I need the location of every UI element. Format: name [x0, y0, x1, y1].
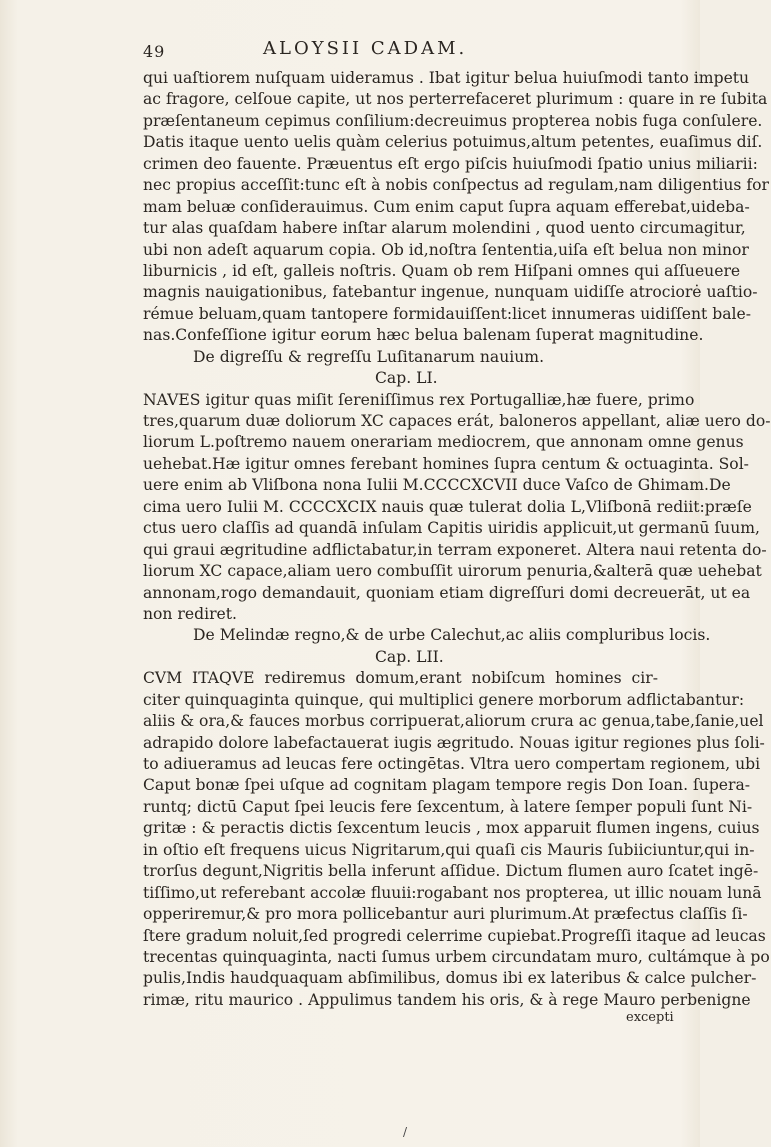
- text-line: citer quinquaginta quinque, qui multiplici genere morborum adflictabantur:: [143, 690, 745, 709]
- page-number: 49: [143, 42, 166, 61]
- text-line: aliis & ora,& fauces morbus corripuerat,aliorum crura ac genua,tabe,ſanie,uel: [143, 712, 764, 731]
- text-line: ſtere gradum noluit,ſed progredi celerrime cupiebat.Progreſſi itaque ad leucas: [143, 926, 766, 945]
- text-line: to adiueramus ad leucas fere octingētas. Vltra uero compertam regionem, ubi: [143, 755, 761, 773]
- text-line: liburnicis , id eſt, galleis noſtris. Quam ob rem Hiſpani omnes qui aſſueuere: [143, 261, 741, 280]
- text-line: rimæ, ritu maurico . Appulimus tandem his oris, & à rege Mauro perbenigne: [143, 990, 751, 1009]
- text-line: opperiremur,& pro mora pollicebantur auri plurimum.At præfectus claſſis ſi-: [143, 905, 748, 924]
- text-line: tur alas quaſdam habere inſtar alarum molendini , quod uento circumagitur,: [143, 219, 746, 238]
- catchword: excepti: [626, 1010, 674, 1025]
- text-line: magnis nauigationibus, fatebantur ingenue, nunquam uidiſſe atrociorė uaſtio-: [143, 283, 758, 302]
- chapter-number: Cap. LI.: [375, 369, 438, 388]
- text-line: non rediret.: [143, 604, 237, 623]
- text-block: [143, 68, 771, 1011]
- text-line: cima uero Iulii M. CCCCXCIX nauis quæ tulerat dolia L,Vliſbonā rediit:præſe: [143, 497, 752, 516]
- text-line: ac fragore, celſoue capite, ut nos perterrefaceret plurimum : quare in re ſubita: [143, 90, 768, 109]
- text-line: CVM ITAQVE rediremus domum,erant nobiſcum homines cir-: [143, 669, 658, 688]
- text-line: Caput bonæ ſpei uſque ad cognitam plagam tempore regis Don Ioan. ſupera-: [143, 776, 751, 795]
- text-line: in oſtio eſt frequens uicus Nigritarum,qui quaſi cis Mauris ſubiiciuntur,qui in-: [143, 840, 755, 859]
- text-line: NAVES igitur quas miſit ſereniſſimus rex Portugalliæ,hæ fuere, primo: [143, 390, 695, 409]
- bottom-mark: /: [403, 1125, 408, 1139]
- chapter-title: De Melindæ regno,& de urbe Calechut,ac aliis compluribus locis.: [193, 626, 711, 645]
- running-head: ALOYSII CADAM.: [263, 38, 468, 59]
- chapter-number: Cap. LII.: [375, 647, 444, 666]
- text-line: rémue beluam,quam tantopere formidauiſſent:licet innumeras uidiſſent bale-: [143, 304, 751, 323]
- text-line: trorſus degunt,Nigritis bella inferunt aſſidue. Dictum flumen auro ſcatet ingē-: [143, 862, 759, 881]
- text-line: nas.Confeſſione igitur eorum hæc belua balenam ſuperat magnitudine.: [143, 326, 704, 345]
- text-line: pulis,Indis haudquaquam abſimilibus, domus ibi ex lateribus & calce pulcher-: [143, 969, 757, 988]
- text-line: qui graui ægritudine adflictabatur,in terram exponeret. Altera naui retenta do-: [143, 540, 767, 559]
- text-line: ctus uero claſſis ad quandā inſulam Capitis uiridis applicuit,ut germanū ſuum,: [143, 519, 760, 538]
- text-line: trecentas quinquaginta, nacti ſumus urbem circundatam muro, cultámque à po: [143, 947, 770, 966]
- text-line: uere enim ab Vliſbona nona Iulii M.CCCCXCVII duce Vaſco de Ghimam.De: [143, 476, 731, 495]
- text-line: annonam,rogo demandauit, quoniam etiam digreſſuri domi decreuerāt, ut ea: [143, 583, 751, 602]
- text-line: uehebat.Hæ igitur omnes ferebant homines ſupra centum & octuaginta. Sol-: [143, 454, 749, 473]
- text-line: gritæ : & peractis dictis ſexcentum leucis , mox apparuit flumen ingens, cuius: [143, 819, 760, 838]
- page-header: [143, 38, 663, 64]
- text-line: crimen deo fauente. Præuentus eſt ergo piſcis huiuſmodi ſpatio unius miliarii:: [143, 154, 758, 173]
- text-line: liorum XC capace,aliam uero combuſſit uirorum penuria,&alterā quæ uehebat: [143, 562, 762, 581]
- text-line: runtq; dictū Caput ſpei leucis fere ſexcentum, à latere ſemper populi ſunt Ni-: [143, 797, 753, 816]
- text-line: Datis itaque uento uelis quàm celerius potuimus,altum petentes, euaſimus diſ.: [143, 133, 763, 152]
- chapter-title: De digreſſu & regreſſu Luſitanarum nauium.: [193, 347, 545, 366]
- text-line: adrapido dolore labefactauerat iugis ægritudo. Nouas igitur regiones plus ſoli-: [143, 733, 765, 752]
- text-line: tres,quarum duæ doliorum XC capaces erát, baloneros appellant, aliæ uero do-: [143, 412, 771, 430]
- text-line: qui uaſtiorem nuſquam uideramus . Ibat igitur belua huiuſmodi tanto impetu: [143, 69, 750, 87]
- text-line: ubi non adeſt aquarum copia. Ob id,noſtra ſententia,uiſa eſt belua non minor: [143, 240, 749, 259]
- text-line: præſentaneum cepimus conſilium:decreuimus propterea nobis fuga conſulere.: [143, 111, 763, 130]
- text-line: mam beluæ conſiderauimus. Cum enim caput ſupra aquam efferebat,uideba-: [143, 197, 750, 216]
- text-line: nec propius acceſſit:tunc eſt à nobis conſpectus ad regulam,nam diligentius for: [143, 176, 769, 195]
- text-line: tiſſimo,ut referebant accolæ fluuii:rogabant nos propterea, ut illic nouam lunā: [143, 883, 762, 902]
- text-line: liorum L.poſtremo nauem onerariam mediocrem, que annonam omne genus: [143, 433, 744, 452]
